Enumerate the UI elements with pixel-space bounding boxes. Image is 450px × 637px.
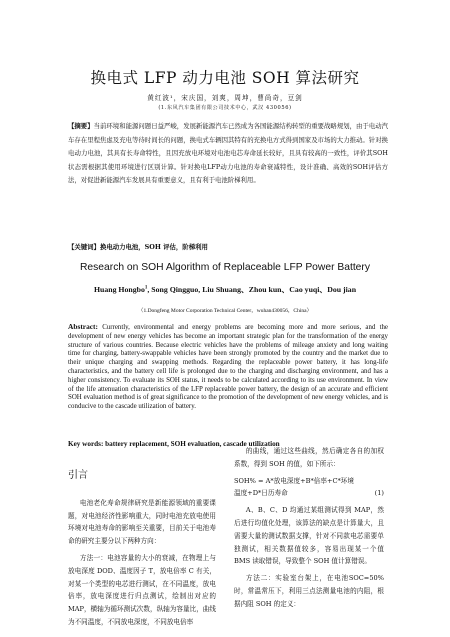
left-column — [68, 470, 216, 633]
abstract-en-text: Currently, environmental and energy problems are becoming more and more serious, and the development of new energy vehicles has become an important strategic plan for the transformation of the energy structure of various countries. Because electric vehicles have the problems of mileage anxiety and long waiting time for charging, battery-swappable vehicles have been strongly promoted by the country and the market due to their unique charging and swapping methods. Regarding the replaceable power battery, it has long-life characteristics, and the battery cell life is prolonged due to the charging and discharging environment, and has a higher consistency. To evaluate its SOH status, it needs to be calculated according to its use environment. In view of the life attenuation characteristics of the LFP replaceable power battery, the design of an accurate and efficient SOH evaluation method is of great significance to the promotion of the development of new energy vehicles, and is conducive to the cascade utilization of battery. — [68, 324, 388, 411]
right-paragraph: A、B、C、D 均通过某组测试得到 MAP，然后进行均值化处理，该算法的缺点是计算量大，且需要大量的测试数据支撑，针对不同款电芯需要单独测试，相关数据值较多，容易出现某一个值 BMS 读取错误，导致整个 SOH 值计算错误。 — [234, 506, 384, 566]
first-author-en: Huang Hongbo — [93, 285, 145, 294]
keywords-cn — [68, 242, 388, 252]
equation-number: (1) — [374, 489, 384, 498]
right-column — [234, 445, 384, 615]
abstract-cn-label: 【摘要】 — [68, 122, 94, 130]
left-paragraph: 方法一：电池容量的大小的衰减，在物理上与放电深度 DOD、温度因子 T，放电倍率 C 有关，对某一个类型的电芯进行测试，在不同温度，放电倍率，放电深度进行归点测试，绘制出对应的 MAP，横轴为循环测试次数，纵轴为容量比，曲线为不同温度，不同放电深度，不同放电倍率 — [68, 553, 216, 626]
equation-line-1 — [234, 475, 384, 488]
abstract-cn — [68, 120, 388, 188]
right-paragraph: 的曲线，通过这些曲线，然后确定各自的加权系数，得到 SOH 的值，如下所示： — [234, 447, 384, 468]
first-author-sup: 1 — [144, 285, 148, 291]
abstract-cn-text: 当前环境和能源问题日益严峻，发展新能源汽车已然成为各国能源结构转型的重要战略规划，由于电动汽车存在里程焦虑及充电等待时间长的问题，换电式车辆因其特有的充换电方式得到国家及市场的大力推动。针对换电动力电池，其具有长寿命特性，且因充放电环境对电池电芯寿命延长较好，且具有较高的一致性，评价其SOH状态需根据其使用环境进行区别计算。针对换电LFP动力电池的寿命衰减特性，设计准确、高效的SOH评估方法，对促进新能源汽车发展具有重要意义，且有利于电池阶梯利用。 — [68, 122, 389, 185]
keywords-en: Key words: battery replacement, SOH evaluation, cascade utilization — [68, 440, 280, 448]
authors-cn: 黄红波¹，宋庆国，刘爽，周坤，曹尚奇，豆剑 — [147, 94, 303, 102]
affiliation-en: （1.Dongfeng Motor Corporation Technical Center，wuhan430056，China） — [137, 308, 313, 314]
equation-text-1: SOH% = A*放电深度+B*倍率+C*环境 — [234, 476, 354, 485]
paper-title-cn: 换电式 LFP 动力电池 SOH 算法研究 — [90, 69, 360, 87]
abstract-en — [68, 323, 388, 412]
abstract-en-label: Abstract: — [68, 322, 98, 331]
equation-text-2: 温度+D*日历寿命 — [234, 489, 288, 498]
paper-title-en: Research on SOH Algorithm of Replaceable LFP Power Battery — [80, 262, 370, 273]
equation-line-2 — [234, 487, 384, 500]
left-paragraph: 电池老化寿命规律研究是新能源领域的重要课题，对电池经济性影响重大，同时电池充放电使用环境对电池寿命的影响至关重要，目前关于电池寿命的研究主要分以下两种方向： — [68, 498, 216, 546]
authors-en — [0, 284, 450, 295]
keywords-cn-label: 【关键词】 — [68, 243, 100, 251]
other-authors-en: , Song Qingguo, Liu Shuang、Zhou kun、Cao yuqi、Dou jian — [147, 285, 357, 294]
keywords-cn-text: 换电动力电池，SOH 评估，阶梯利用 — [99, 243, 208, 251]
right-paragraph: 方法二：实验室台架上，在电池SOC=50%时，常温常压下，利用三点法测量电池的内阻，根据内阻 SOH 的定义： — [234, 574, 384, 608]
affiliation-cn: (1.东风汽车集团有限公司技术中心，武汉 430056) — [158, 105, 292, 111]
intro-heading: 引言 — [68, 470, 88, 481]
